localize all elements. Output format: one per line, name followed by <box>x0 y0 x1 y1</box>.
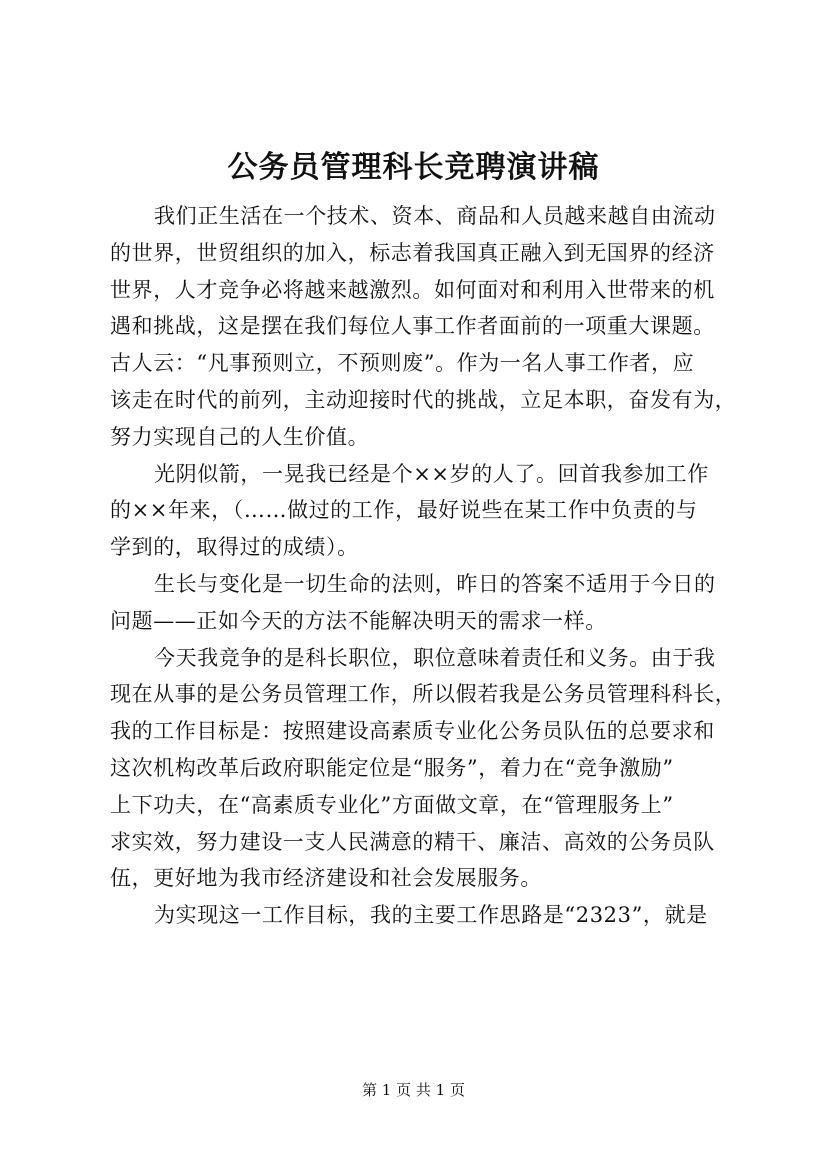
paragraph-line: 现在从事的是公务员管理工作，所以假若我是公务员管理科科长， <box>110 682 737 707</box>
paragraph-line: 上下功夫，在“高素质专业化”方面做文章，在“管理服务上” <box>110 792 674 817</box>
paragraph-line: 光阴似箭，一晃我已经是个××岁的人了。回首我参加工作 <box>154 461 709 486</box>
paragraph-line: 为实现这一工作目标，我的主要工作思路是“2323”，就是 <box>154 903 708 928</box>
paragraph-line: 问题——正如今天的方法不能解决明天的需求一样。 <box>110 608 607 633</box>
paragraph-line: 伍，更好地为我市经济建设和社会发展服务。 <box>110 866 542 891</box>
paragraph-line: 生长与变化是一切生命的法则，昨日的答案不适用于今日的 <box>154 571 716 596</box>
page-number-footer: 第 1 页 共 1 页 <box>362 1081 465 1099</box>
paragraph-line: 该走在时代的前列，主动迎接时代的挑战，立足本职，奋发有为， <box>110 387 737 412</box>
paragraph-line: 古人云：“凡事预则立，不预则废”。作为一名人事工作者，应 <box>110 351 695 376</box>
paragraph-line: 世界，人才竞争必将越来越激烈。如何面对和利用入世带来的机 <box>110 277 715 302</box>
paragraph-line: 我的工作目标是：按照建设高素质专业化公务员队伍的总要求和 <box>110 719 715 744</box>
paragraph-line: 努力实现自己的人生价值。 <box>110 424 370 449</box>
paragraph-line: 这次机构改革后政府职能定位是“服务”，着力在“竞争激励” <box>110 755 674 780</box>
paragraph-line: 我们正生活在一个技术、资本、商品和人员越来越自由流动 <box>154 204 716 228</box>
paragraph-line: 求实效，努力建设一支人民满意的精干、廉洁、高效的公务员队 <box>110 829 715 854</box>
paragraph-line: 的××年来，（……做过的工作，最好说些在某工作中负责的与 <box>110 498 698 523</box>
document-body <box>110 198 750 934</box>
paragraph-line: 今天我竞争的是科长职位，职位意味着责任和义务。由于我 <box>154 645 716 670</box>
page-title: 公务员管理科长竞聘演讲稿 <box>227 150 600 185</box>
paragraph-line: 遇和挑战，这是摆在我们每位人事工作者面前的一项重大课题。 <box>110 314 715 339</box>
paragraph-line: 的世界，世贸组织的加入，标志着我国真正融入到无国界的经济 <box>110 240 715 265</box>
paragraph-line: 学到的，取得过的成绩）。 <box>110 535 359 560</box>
